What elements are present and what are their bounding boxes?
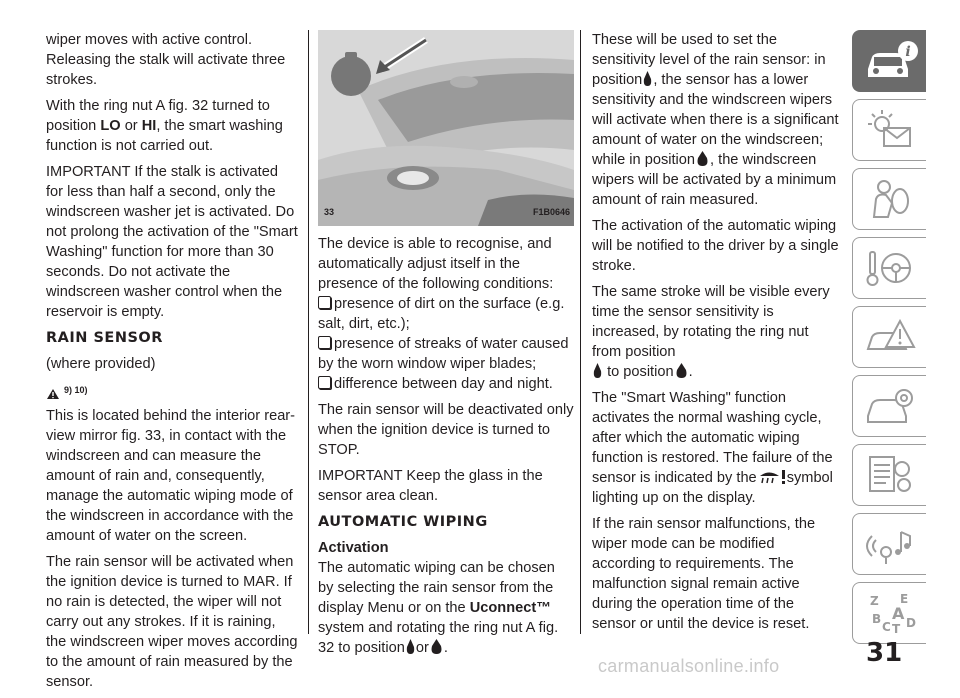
paragraph: IMPORTANT If the stalk is activated for less than half a second, only the windscreen washer jet is activated. Do not prolong the activation of the "Smart Washing" function for more than 30 seconds. Do not activate the windscreen washer control when the reservoir is empty. bbox=[46, 164, 298, 320]
column-1 bbox=[46, 30, 298, 698]
tab-car-info[interactable] bbox=[852, 30, 926, 92]
tab-emergency[interactable] bbox=[852, 306, 926, 368]
tab-index[interactable] bbox=[852, 582, 926, 644]
checkbox-bullet-icon bbox=[318, 376, 331, 389]
checkbox-bullet-icon bbox=[318, 336, 331, 349]
subheading-activation: Activation bbox=[318, 540, 389, 556]
safety-icon bbox=[862, 177, 918, 221]
warning-triangle-icon bbox=[46, 388, 60, 400]
section-heading-automatic-wiping: AUTOMATIC WIPING bbox=[318, 514, 488, 530]
figure-33-car-photo bbox=[318, 30, 574, 226]
svg-text:i: i bbox=[904, 44, 911, 60]
car-windscreen-illustration bbox=[318, 30, 574, 226]
emergency-icon bbox=[862, 315, 918, 359]
paragraph: These will be used to set the sensitivity level of the rain sensor: in position , the sensor has a lower sensitivity and the windscreen wipers will activate when there is a significant amount of water on the windscreen; while in position , the windscreen wipers will be activated by a minimum amount of rain measured. bbox=[592, 32, 839, 208]
where-provided-note: (where provided) bbox=[46, 356, 156, 372]
svg-text:T: T bbox=[891, 622, 900, 635]
svg-text:E: E bbox=[899, 592, 908, 606]
watermark: carmanualsonline.info bbox=[598, 656, 780, 676]
tab-warning-lights[interactable] bbox=[852, 99, 926, 161]
bullet-list bbox=[318, 294, 574, 394]
column-divider bbox=[580, 30, 581, 634]
paragraph: The same stroke will be visible every time the sensor sensitivity is increased, by rotating the ring nut from position to position . bbox=[592, 284, 830, 380]
paragraph: With the ring nut A fig. 32 turned to position LO or HI, the smart washing function is not carried out. bbox=[46, 98, 283, 154]
checkbox-bullet-icon bbox=[318, 296, 331, 309]
svg-text:D: D bbox=[905, 616, 916, 630]
index-icon bbox=[862, 591, 918, 635]
paragraph: The "Smart Washing" function activates the normal washing cycle, after which the automatic wiping function is restored. The failure of the sensor is indicated by the symbol lighting up on the display. bbox=[592, 390, 833, 506]
maintenance-icon bbox=[862, 384, 918, 428]
svg-text:A: A bbox=[891, 604, 904, 623]
sensitivity-low-icon bbox=[593, 363, 602, 378]
svg-text:C: C bbox=[881, 620, 891, 634]
chapter-tabs bbox=[852, 30, 926, 651]
paragraph: This is located behind the interior rear-view mirror fig. 33, in contact with the windscreen and can measure the amount of rain and, consequently, manage the automatic wiping mode of the windscreen in accordance with the amount of water on the screen. bbox=[46, 408, 296, 544]
column-divider bbox=[308, 30, 309, 634]
column-2 bbox=[318, 30, 574, 664]
paragraph: The activation of the automatic wiping will be notified to the driver by a single stroke. bbox=[592, 218, 839, 274]
figure-caption: 33 F1B0646 bbox=[324, 207, 570, 217]
list-item: presence of dirt on the surface (e.g. salt, dirt, etc.); bbox=[318, 296, 565, 332]
multimedia-icon bbox=[862, 522, 918, 566]
warning-reference: 9) 10) bbox=[46, 380, 298, 400]
sensitivity-low-icon bbox=[643, 71, 652, 86]
svg-text:Z: Z bbox=[869, 594, 879, 608]
sensitivity-low-icon bbox=[406, 639, 415, 654]
tab-technical-data[interactable] bbox=[852, 444, 926, 506]
tab-starting-driving[interactable] bbox=[852, 237, 926, 299]
sensitivity-high-icon bbox=[430, 639, 443, 654]
column-3 bbox=[592, 30, 840, 640]
sensitivity-high-icon bbox=[696, 151, 709, 166]
tab-maintenance[interactable] bbox=[852, 375, 926, 437]
paragraph: IMPORTANT Keep the glass in the sensor area clean. bbox=[318, 468, 543, 504]
car-info-icon bbox=[860, 39, 920, 83]
starting-driving-icon bbox=[862, 246, 918, 290]
rain-sensor-failure-icon bbox=[757, 469, 787, 485]
tab-safety[interactable] bbox=[852, 168, 926, 230]
page-number: 31 bbox=[866, 638, 903, 668]
sensitivity-high-icon bbox=[675, 363, 688, 378]
technical-data-icon bbox=[862, 453, 918, 497]
paragraph: The rain sensor will be deactivated only when the ignition device is turned to STOP. bbox=[318, 402, 574, 458]
warning-lights-icon bbox=[862, 108, 918, 152]
paragraph: The automatic wiping can be chosen by selecting the rain sensor from the display Menu or on the Uconnect™ system and rotating the ring nut A fig. 32 to position or . bbox=[318, 560, 559, 656]
paragraph: If the rain sensor malfunctions, the wiper mode can be modified according to requirements. The malfunction signal remain active during the operation time of the sensor or until the device is reset. bbox=[592, 516, 816, 632]
tab-multimedia[interactable] bbox=[852, 513, 926, 575]
svg-text:B: B bbox=[871, 612, 881, 626]
section-heading-rain-sensor: RAIN SENSOR bbox=[46, 330, 163, 346]
paragraph: The rain sensor will be activated when the ignition device is turned to MAR. If no rain is detected, the wiper will not carry out any strokes. If it is raining, the windscreen wiper moves according to the amount of rain measured by the sensor. bbox=[46, 554, 298, 690]
paragraph: The device is able to recognise, and automatically adjust itself in the presence of the following conditions: bbox=[318, 236, 554, 292]
list-item: presence of streaks of water caused by the worn window wiper blades; bbox=[318, 336, 569, 372]
list-item: difference between day and night. bbox=[318, 374, 574, 394]
paragraph: wiper moves with active control. Releasing the stalk will activate three strokes. bbox=[46, 32, 286, 88]
